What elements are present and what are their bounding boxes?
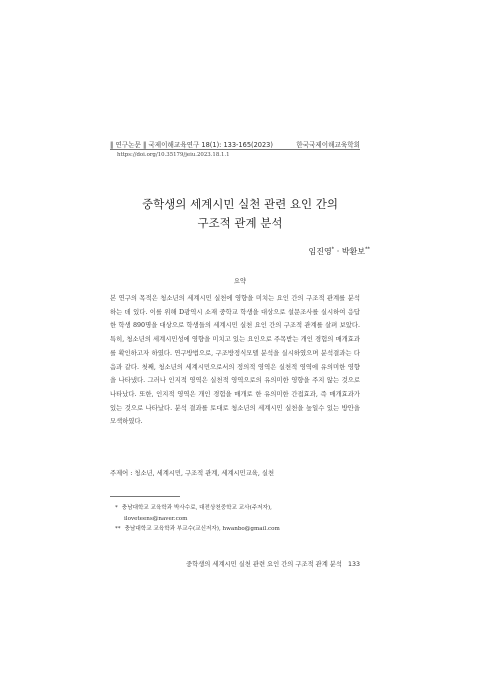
keywords: 주제어 : 청소년, 세계시민, 구조적 관계, 세계시민교육, 실천 [110, 470, 275, 477]
footnote-text-2: 충남대학교 교육학과 부교수(교신저자), hwanbo@gmail.com [124, 526, 280, 532]
journal-citation: ‖ 연구논문 ‖ 국제이해교육연구 18(1): 133-165(2023) [110, 141, 273, 149]
author-name-1: 임진영 [308, 247, 332, 256]
abstract-text: 본 연구의 목적은 청소년의 세계시민 실천에 영향을 미치는 요인 간의 구조적 관계를 분석하는 데 있다. 이를 위해 D광역시 소재 중학교 학생을 대상으로 설문조사를 실시하여 응답한 학생 890명을 대상으로 학생들의 세계시민 실천 요인 간의 구조적 관계를 살펴 보았다. 특히, 청소년의 세계시민성에 영향을 미치고 있는 요인으로 주목받는 개인 경험의 매개효과를 확인하고자 하였다. 연구방법으로, 구조방정식모델 분석을 실시하였으며 분석결과는 다음과 같다. 첫째, 청소년의 세계시민으로서의 정의적 영역은 실천적 영역에 유의미한 영향을 나타냈다. 그러나 인지적 영역은 실천적 영역으로의 유의미한 영향을 주지 않는 것으로 나타났다. 또한, 인지적 영역은 개인 경험을 매개로 한 유의미한 간접효과, 즉 매개효과가 있는 것으로 나타났다. 분석 결과를 토대로 청소년의 세계시민 실천을 높일수 있는 방안을 모색하였다. [110, 295, 360, 426]
abstract-heading: 요약 [233, 278, 247, 285]
author-mark-1: * [331, 246, 335, 253]
paper-title-line-2: 구조적 관계 분석 [197, 216, 283, 230]
running-title: 중학생의 세계시민 실천 관련 요인 간의 구조적 관계 분석 [186, 561, 342, 568]
doi-link[interactable]: https://doi.org/10.35179/jeiu.2023.18.1.1 [117, 152, 230, 158]
footnote-divider [110, 496, 180, 497]
footnote-email-1: iloveteens@naver.com [124, 515, 188, 522]
author-name-2: 박환보 [341, 247, 365, 256]
footnote-2 [115, 524, 360, 535]
author-list [308, 246, 370, 257]
page-number: 133 [347, 561, 360, 568]
author-mark-2: ** [365, 246, 370, 253]
footnote-1 [115, 503, 360, 524]
author-separator: · [334, 247, 342, 256]
footnote-mark-2: ** [115, 526, 121, 532]
footnote-mark-1: * [115, 505, 118, 511]
footnote-text-1: 충남대학교 교육학과 박사수료, 대전상천중학교 교사(주저자), [121, 505, 272, 511]
society-name: 한국국제이해교육학회 [296, 141, 360, 149]
header-divider [110, 149, 360, 150]
paper-title-line-1: 중학생의 세계시민 실천 관련 요인 간의 [141, 197, 339, 211]
page-footer [186, 559, 360, 568]
journal-header [110, 139, 360, 149]
